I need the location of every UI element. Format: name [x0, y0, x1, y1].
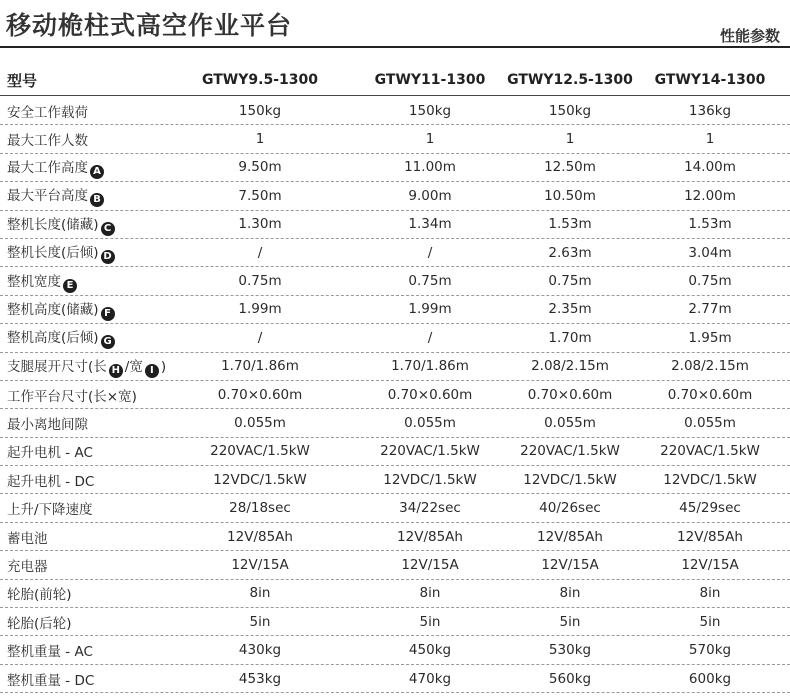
table-row: [0, 494, 790, 522]
spec-value: 11.00m: [404, 159, 456, 176]
dimension-badge: E: [63, 279, 77, 293]
row-label-text: 安全工作载荷: [7, 104, 88, 121]
table-row: [0, 97, 790, 125]
dimension-badge: B: [90, 193, 104, 207]
table-row: [0, 636, 790, 664]
spec-value: 8in: [249, 585, 271, 602]
row-label-text: 起升电机 - DC: [7, 473, 95, 490]
spec-value: 1.99m: [408, 301, 452, 318]
spec-value: 430kg: [238, 642, 282, 659]
spec-value: 12VDC/1.5kW: [213, 471, 307, 488]
dimension-badge: G: [101, 335, 115, 349]
table-row: [0, 665, 790, 693]
spec-value: 1: [705, 131, 715, 148]
model-header-3: GTWY12.5-1300: [507, 72, 633, 88]
spec-value: 0.75m: [238, 273, 282, 290]
page-title: 移动桅柱式高空作业平台: [6, 11, 293, 40]
spec-value: 0.75m: [688, 273, 732, 290]
spec-value: 12VDC/1.5kW: [523, 471, 617, 488]
table-row: [0, 353, 790, 381]
model-header-1: GTWY9.5-1300: [202, 72, 318, 88]
row-label: [0, 470, 160, 490]
table-header: [0, 67, 790, 93]
spec-value: /: [427, 244, 433, 261]
header-label: 型号: [7, 71, 38, 90]
row-label: [0, 213, 160, 236]
row-label-text: 最大工作高度: [7, 159, 88, 176]
dimension-badge: D: [101, 250, 115, 264]
spec-value: 560kg: [548, 670, 592, 687]
spec-value: /: [257, 329, 263, 346]
spec-value: 0.70×0.60m: [217, 386, 303, 403]
spec-value: 2.35m: [548, 301, 592, 318]
row-label: [0, 270, 160, 293]
table-row: [0, 324, 790, 352]
spec-value: /: [257, 244, 263, 261]
spec-value: 12V/15A: [401, 556, 459, 573]
table-row: [0, 267, 790, 295]
spec-value: 1.99m: [238, 301, 282, 318]
spec-value: 12V/85Ah: [227, 528, 293, 545]
spec-value: 12.50m: [544, 159, 596, 176]
spec-value: 150kg: [238, 102, 282, 119]
table-row: [0, 551, 790, 579]
row-label: [0, 612, 160, 632]
spec-value: 45/29sec: [679, 500, 741, 517]
spec-value: 1.70/1.86m: [221, 358, 299, 375]
table-row: [0, 466, 790, 494]
table-row: [0, 409, 790, 437]
dimension-badge: F: [101, 307, 115, 321]
spec-value: 453kg: [238, 670, 282, 687]
spec-value: 1.70/1.86m: [391, 358, 469, 375]
spec-value: 220VAC/1.5kW: [520, 443, 620, 460]
spec-value: 12V/85Ah: [397, 528, 463, 545]
dimension-badge: A: [90, 165, 104, 179]
row-label-text: 轮胎(前轮): [7, 587, 72, 604]
row-label: [0, 385, 160, 405]
spec-value: 220VAC/1.5kW: [210, 443, 310, 460]
table-row: [0, 125, 790, 153]
dimension-badge: H: [109, 364, 123, 378]
spec-value: 9.50m: [238, 159, 282, 176]
spec-value: 1.53m: [548, 216, 592, 233]
spec-value: 150kg: [548, 102, 592, 119]
spec-value: 12V/15A: [231, 556, 289, 573]
row-label: [0, 241, 160, 264]
spec-value: 5in: [559, 613, 581, 630]
spec-value: 1.95m: [688, 329, 732, 346]
spec-value: 12.00m: [684, 187, 736, 204]
row-label: [0, 101, 160, 121]
dimension-badge: I: [145, 364, 159, 378]
spec-value: 0.055m: [544, 414, 596, 431]
spec-value: 450kg: [408, 642, 452, 659]
spec-value: 5in: [419, 613, 441, 630]
row-label-text: 整机重量 - DC: [7, 672, 95, 689]
row-label-text: 最大工作人数: [7, 133, 88, 150]
spec-value: 28/18sec: [229, 500, 291, 517]
model-header-2: GTWY11-1300: [374, 72, 486, 88]
row-label-text: 蓄电池: [7, 530, 48, 547]
spec-value: 8in: [699, 585, 721, 602]
table-row: [0, 608, 790, 636]
spec-value: 1.53m: [688, 216, 732, 233]
spec-value: 12V/15A: [681, 556, 739, 573]
row-label-text: /宽: [124, 358, 143, 375]
spec-value: 220VAC/1.5kW: [380, 443, 480, 460]
spec-value: 0.75m: [408, 273, 452, 290]
spec-value: 1: [565, 131, 575, 148]
row-label: [0, 156, 160, 179]
header-divider: [0, 95, 790, 96]
spec-value: 1: [255, 131, 265, 148]
spec-table-body: [0, 97, 790, 693]
row-label-text: 充电器: [7, 558, 48, 575]
spec-value: 150kg: [408, 102, 452, 119]
table-row: [0, 182, 790, 210]
row-label-text: 整机长度(后倾): [7, 245, 99, 262]
row-label-text: 支腿展开尺寸(长: [7, 358, 107, 375]
spec-value: 0.70×0.60m: [667, 386, 753, 403]
spec-value: 8in: [419, 585, 441, 602]
row-label-text: 起升电机 - AC: [7, 445, 93, 462]
row-label: [0, 129, 160, 149]
spec-value: 2.08/2.15m: [531, 358, 609, 375]
spec-value: 600kg: [688, 670, 732, 687]
row-label: [0, 441, 160, 461]
spec-value: 0.055m: [234, 414, 286, 431]
spec-value: 136kg: [688, 102, 732, 119]
table-row: [0, 239, 790, 267]
spec-value: /: [427, 329, 433, 346]
row-label: [0, 583, 160, 603]
table-row: [0, 211, 790, 239]
row-label: [0, 527, 160, 547]
spec-value: 12VDC/1.5kW: [663, 471, 757, 488]
spec-value: 530kg: [548, 642, 592, 659]
table-row: [0, 523, 790, 551]
spec-value: 0.70×0.60m: [527, 386, 613, 403]
table-row: [0, 381, 790, 409]
row-label-text: 上升/下降速度: [7, 502, 93, 519]
section-subtitle: 性能参数: [719, 27, 780, 45]
spec-value: 7.50m: [238, 187, 282, 204]
spec-value: 220VAC/1.5kW: [660, 443, 760, 460]
title-divider: [0, 46, 790, 48]
spec-value: 5in: [249, 613, 271, 630]
table-row: [0, 438, 790, 466]
row-label: [0, 184, 160, 207]
spec-value: 3.04m: [688, 244, 732, 261]
row-label-text: 工作平台尺寸(长×宽): [7, 388, 137, 405]
row-label: [0, 298, 160, 321]
row-label-text: 整机高度(后倾): [7, 330, 99, 347]
row-label-text: 最大平台高度: [7, 188, 88, 205]
spec-value: 34/22sec: [399, 500, 461, 517]
spec-value: 0.055m: [404, 414, 456, 431]
row-label-text: 轮胎(后轮): [7, 615, 72, 632]
spec-value: 10.50m: [544, 187, 596, 204]
row-label: [0, 413, 160, 433]
spec-value: 1: [425, 131, 435, 148]
spec-value: 12V/85Ah: [537, 528, 603, 545]
row-label-text: ): [160, 358, 167, 375]
row-label: [0, 326, 160, 349]
row-label-text: 整机高度(储藏): [7, 301, 99, 318]
row-label: [0, 355, 167, 378]
spec-value: 570kg: [688, 642, 732, 659]
row-label-text: 整机重量 - AC: [7, 644, 93, 661]
table-row: [0, 296, 790, 324]
spec-value: 0.70×0.60m: [387, 386, 473, 403]
spec-value: 9.00m: [408, 187, 452, 204]
table-row: [0, 580, 790, 608]
row-label-text: 整机宽度: [7, 273, 61, 290]
spec-value: 2.63m: [548, 244, 592, 261]
row-label: [0, 669, 160, 689]
spec-value: 1.34m: [408, 216, 452, 233]
spec-value: 12V/15A: [541, 556, 599, 573]
spec-value: 1.70m: [548, 329, 592, 346]
model-header-4: GTWY14-1300: [654, 72, 766, 88]
table-row: [0, 154, 790, 182]
row-label-text: 整机长度(储藏): [7, 216, 99, 233]
dimension-badge: C: [101, 222, 115, 236]
row-label: [0, 555, 160, 575]
spec-value: 5in: [699, 613, 721, 630]
spec-value: 14.00m: [684, 159, 736, 176]
spec-value: 0.75m: [548, 273, 592, 290]
spec-value: 2.08/2.15m: [671, 358, 749, 375]
spec-value: 2.77m: [688, 301, 732, 318]
spec-value: 12V/85Ah: [677, 528, 743, 545]
spec-value: 12VDC/1.5kW: [383, 471, 477, 488]
row-label-text: 最小离地间隙: [7, 416, 88, 433]
spec-value: 8in: [559, 585, 581, 602]
row-label: [0, 640, 160, 660]
spec-value: 40/26sec: [539, 500, 601, 517]
spec-value: 0.055m: [684, 414, 736, 431]
spec-value: 1.30m: [238, 216, 282, 233]
spec-value: 470kg: [408, 670, 452, 687]
row-label: [0, 498, 160, 518]
